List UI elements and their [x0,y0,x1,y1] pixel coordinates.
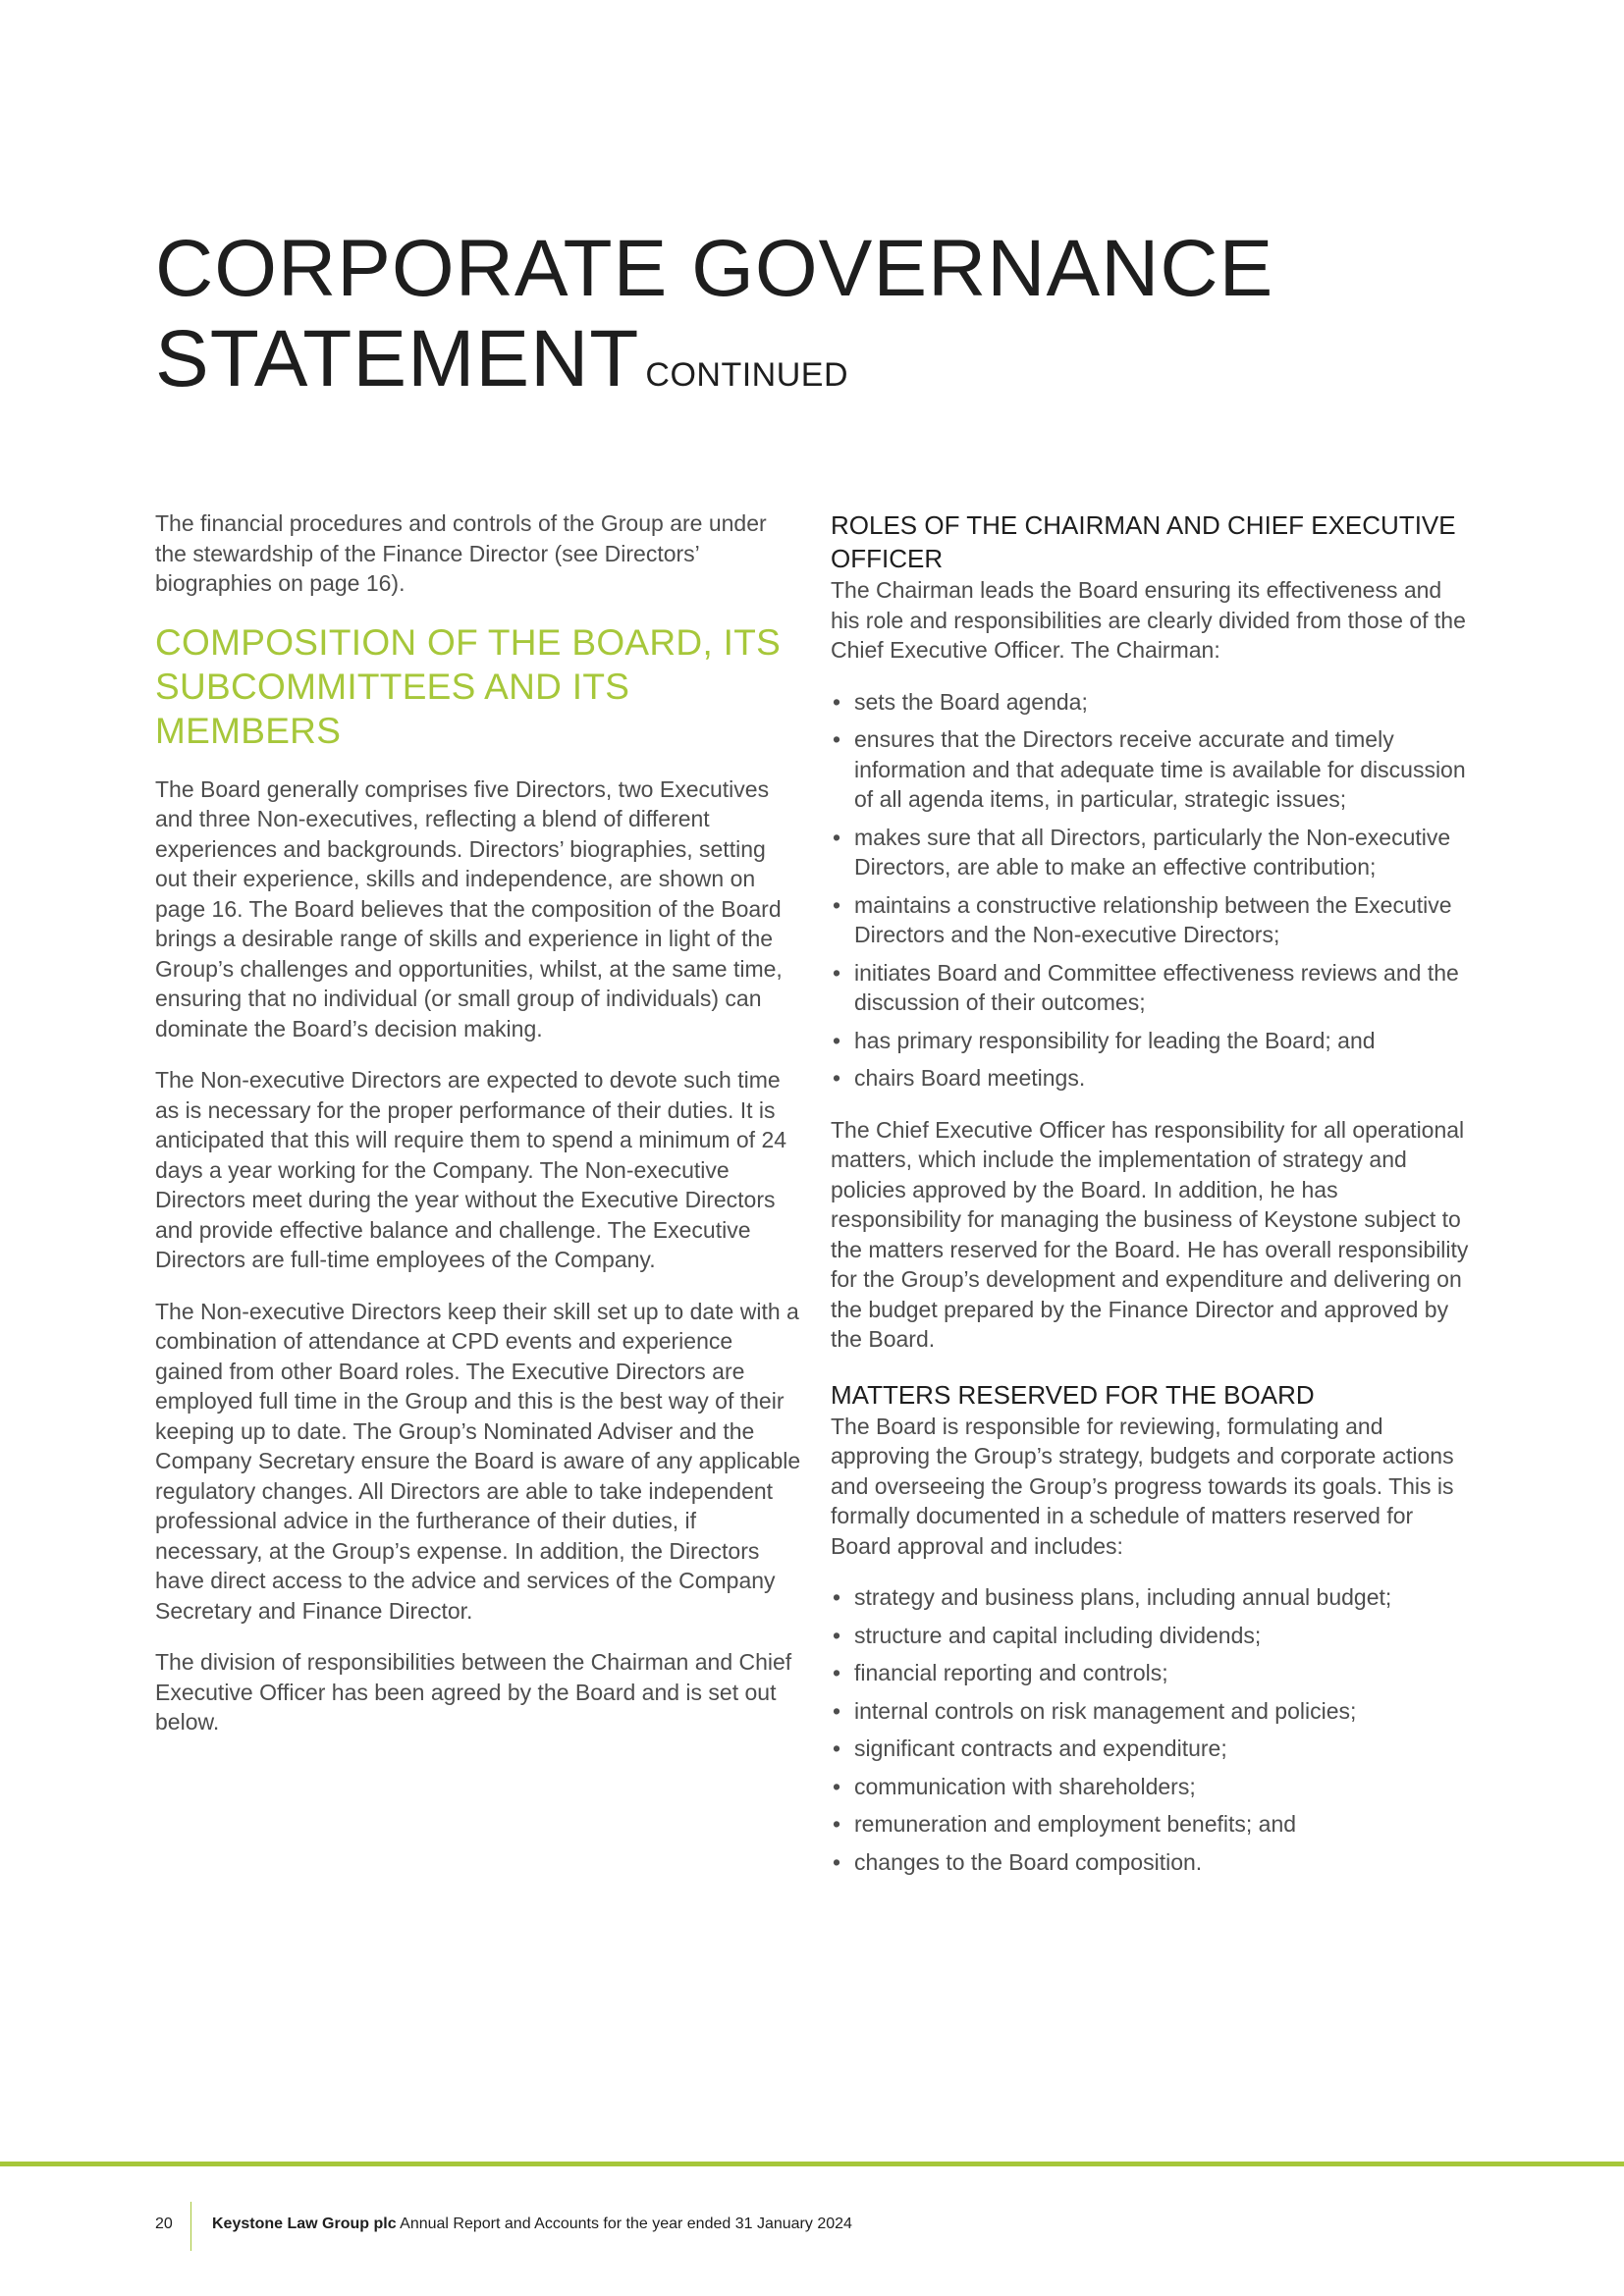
page-title-main: STATEMENT [155,314,640,403]
footer-text [212,2216,852,2233]
list-item: • chairs Board meetings. [831,1063,1469,1094]
page-number: 20 [155,2216,173,2232]
footer-rule [0,2162,1624,2166]
list-item: • initiates Board and Committee effectiveness reviews and the discussion of their outcomes; [831,958,1469,1018]
list-item: • sets the Board agenda; [831,687,1469,718]
composition-heading: COMPOSITION OF THE BOARD, ITS SUBCOMMITTEES AND ITS MEMBERS [155,621,782,751]
composition-paragraph-1: The Board generally comprises five Directors, two Executives and three Non-executives, reflecting a blend of different experiences and backgrounds. Directors’ biographies, setting out their experience, skills and independence, are shown on page 16. The Board believes that the composition of the Board brings a desirable range of skills and experience in light of the Group’s challenges and opportunities, whilst, at the same time, ensuring that no individual (or small group of individuals) can dominate the Board’s decision making. [155,775,783,1041]
roles-heading: ROLES OF THE CHAIRMAN AND CHIEF EXECUTIVE OFFICER [831,510,1456,573]
list-item: • makes sure that all Directors, particularly the Non-executive Directors, are able to make an effective contribution; [831,823,1469,882]
matters-list [831,1582,1469,1877]
list-item: • changes to the Board composition. [831,1847,1469,1878]
footer-divider [190,2202,191,2251]
page-title-line-2 [155,314,1273,420]
list-item: • maintains a constructive relationship between the Executive Directors and the Non-executive Directors; [831,890,1469,950]
list-item: • financial reporting and controls; [831,1658,1469,1688]
list-item: • has primary responsibility for leading the Board; and [831,1026,1469,1056]
list-item: • internal controls on risk management and policies; [831,1696,1469,1727]
matters-intro: The Board is responsible for reviewing, formulating and approving the Group’s strategy, budgets and corporate actions and overseeing the Group’s progress towards its goals. This is formally documented in a schedule of matters reserved for Board approval and includes: [831,1413,1454,1559]
chairman-responsibilities-list [831,687,1469,1094]
composition-paragraph-2: The Non-executive Directors are expected to devote such time as is necessary for the proper performance of their duties. It is anticipated that this will require them to spend a minimum of 24 days a year working for the Company. The Non-executive Directors meet during the year without the Executive Directors and provide effective balance and challenge. The Executive Directors are full-time employees of the Company. [155,1067,787,1272]
page-title-line-1: CORPORATE GOVERNANCE [155,224,1274,313]
list-item: • significant contracts and expenditure; [831,1734,1469,1764]
intro-paragraph: The financial procedures and controls of the Group are under the stewardship of the Finance Director (see Directors’ biographies on page 16). [155,510,767,596]
roles-intro: The Chairman leads the Board ensuring its effectiveness and his role and responsibilities are clearly divided from those of the Chief Executive Officer. The Chairman: [831,577,1466,663]
list-item: • structure and capital including dividends; [831,1621,1469,1651]
list-item: • ensures that the Directors receive accurate and timely information and that adequate time is available for discussion of all agenda items, in particular, strategic issues; [831,724,1469,815]
footer-report: Annual Report and Accounts for the year ended 31 January 2024 [400,2216,852,2232]
composition-paragraph-4: The division of responsibilities between the Chairman and Chief Executive Officer has been agreed by the Board and is set out below. [155,1649,792,1735]
right-column [831,508,1469,1898]
list-item: • communication with shareholders; [831,1772,1469,1802]
page-title [155,224,1273,420]
matters-heading: MATTERS RESERVED FOR THE BOARD [831,1379,1315,1410]
composition-paragraph-3: The Non-executive Directors keep their skill set up to date with a combination of attendance at CPD events and experience gained from other Board roles. The Executive Directors are employed full time in the Group and this is the best way of their keeping up to date. The Group’s Nominated Adviser and the Company Secretary ensure the Board is aware of any applicable regulatory changes. All Directors are able to take independent professional advice in the furtherance of their duties, if necessary, at the Group’s expense. In addition, the Directors have direct access to the advice and services of the Company Secretary and Finance Director. [155,1298,801,1624]
footer-company: Keystone Law Group plc [212,2216,397,2232]
page-title-suffix: CONTINUED [645,356,849,394]
list-item: • strategy and business plans, including annual budget; [831,1582,1469,1613]
ceo-paragraph: The Chief Executive Officer has responsibility for all operational matters, which include the implementation of strategy and policies approved by the Board. In addition, he has responsibility for managing the business of Keystone subject to the matters reserved for the Board. He has overall responsibility for the Group’s development and expenditure and delivering on the budget prepared by the Finance Director and approved by the Board. [831,1116,1469,1352]
list-item: • remuneration and employment benefits; and [831,1809,1469,1840]
left-column [155,508,803,1759]
